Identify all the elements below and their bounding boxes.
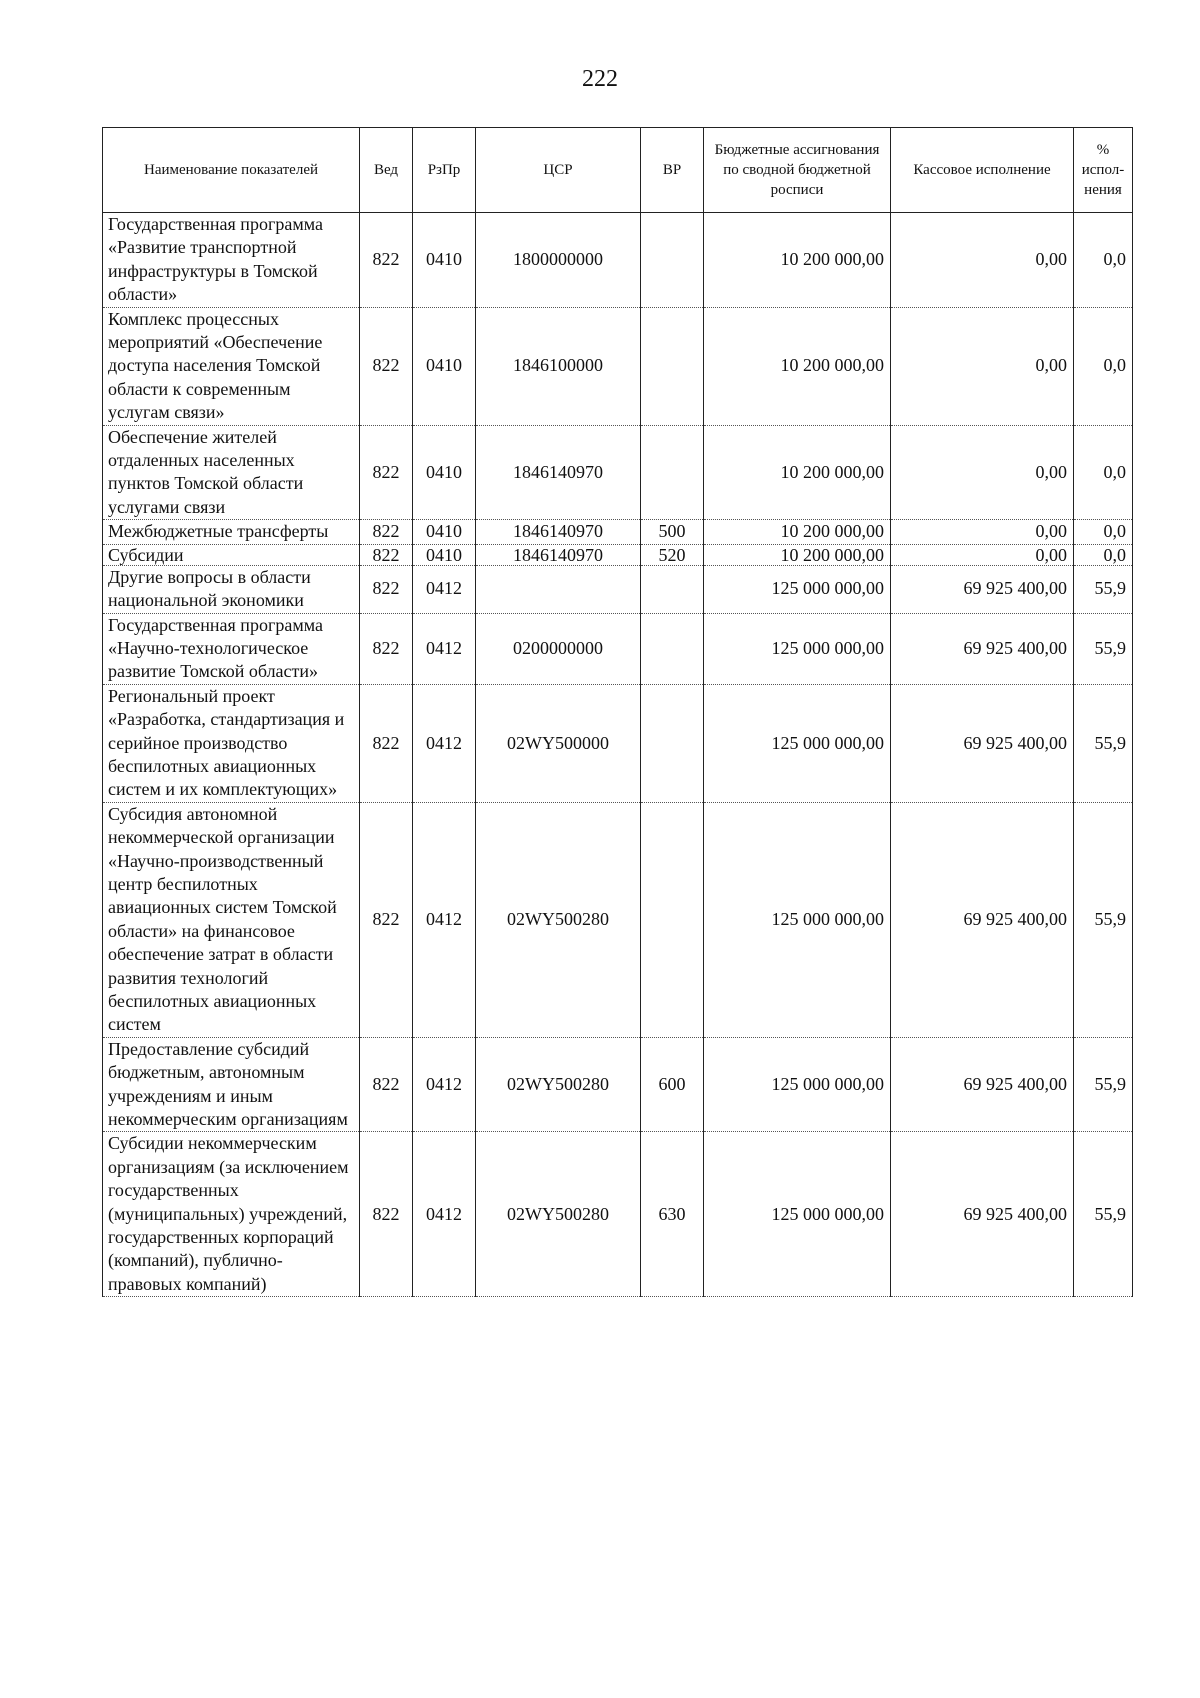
row-vr bbox=[641, 684, 704, 802]
row-cash: 69 925 400,00 bbox=[891, 613, 1074, 684]
row-name: Другие вопросы в области национальной экономики bbox=[103, 565, 360, 613]
row-csr: 02WY500280 bbox=[476, 1132, 641, 1297]
row-rzpr: 0412 bbox=[413, 684, 476, 802]
table-row bbox=[103, 544, 1133, 565]
row-ved: 822 bbox=[360, 684, 413, 802]
row-vr bbox=[641, 425, 704, 520]
row-cash: 0,00 bbox=[891, 425, 1074, 520]
row-csr: 02WY500280 bbox=[476, 802, 641, 1037]
row-percent: 0,0 bbox=[1074, 544, 1133, 565]
row-cash: 0,00 bbox=[891, 544, 1074, 565]
row-name: Региональный проект «Разработка, стандартизация и серийное производство беспилотных авиационных систем и их комплектующих» bbox=[103, 684, 360, 802]
row-rzpr: 0412 bbox=[413, 1132, 476, 1297]
row-vr: 600 bbox=[641, 1037, 704, 1132]
row-percent: 55,9 bbox=[1074, 1037, 1133, 1132]
header-rzpr: РзПр bbox=[413, 128, 476, 213]
row-csr: 02WY500280 bbox=[476, 1037, 641, 1132]
table-row bbox=[103, 213, 1133, 308]
row-ved: 822 bbox=[360, 213, 413, 308]
table-row bbox=[103, 1037, 1133, 1132]
row-csr: 0200000000 bbox=[476, 613, 641, 684]
row-budget: 10 200 000,00 bbox=[704, 520, 891, 544]
row-rzpr: 0410 bbox=[413, 520, 476, 544]
header-budget: Бюджетные ассигнования по сводной бюджетной росписи bbox=[704, 128, 891, 213]
row-name: Субсидии bbox=[103, 544, 360, 565]
row-ved: 822 bbox=[360, 613, 413, 684]
row-cash: 0,00 bbox=[891, 307, 1074, 425]
row-ved: 822 bbox=[360, 425, 413, 520]
row-rzpr: 0410 bbox=[413, 425, 476, 520]
row-name: Комплекс процессных мероприятий «Обеспечение доступа населения Томской области к современным услугам связи» bbox=[103, 307, 360, 425]
row-cash: 69 925 400,00 bbox=[891, 565, 1074, 613]
row-vr: 630 bbox=[641, 1132, 704, 1297]
header-row bbox=[103, 128, 1133, 213]
row-vr: 500 bbox=[641, 520, 704, 544]
row-ved: 822 bbox=[360, 307, 413, 425]
row-rzpr: 0412 bbox=[413, 613, 476, 684]
table-row bbox=[103, 802, 1133, 1037]
row-rzpr: 0410 bbox=[413, 213, 476, 308]
row-vr bbox=[641, 613, 704, 684]
header-cash: Кассовое исполнение bbox=[891, 128, 1074, 213]
row-vr: 520 bbox=[641, 544, 704, 565]
row-percent: 55,9 bbox=[1074, 684, 1133, 802]
table-row bbox=[103, 684, 1133, 802]
row-csr: 1800000000 bbox=[476, 213, 641, 308]
row-percent: 0,0 bbox=[1074, 520, 1133, 544]
row-rzpr: 0412 bbox=[413, 1037, 476, 1132]
header-csr: ЦСР bbox=[476, 128, 641, 213]
row-budget: 125 000 000,00 bbox=[704, 1037, 891, 1132]
row-cash: 0,00 bbox=[891, 520, 1074, 544]
header-name: Наименование показателей bbox=[103, 128, 360, 213]
row-name: Субсидии некоммерческим организациям (за исключением государственных (муниципальных) учреждений, государственных корпораций (компаний), публично-правовых компаний) bbox=[103, 1132, 360, 1297]
page-number: 222 bbox=[582, 66, 618, 92]
row-cash: 69 925 400,00 bbox=[891, 684, 1074, 802]
header-percent: % испол-нения bbox=[1074, 128, 1133, 213]
row-percent: 55,9 bbox=[1074, 1132, 1133, 1297]
row-ved: 822 bbox=[360, 1132, 413, 1297]
row-budget: 10 200 000,00 bbox=[704, 425, 891, 520]
row-budget: 125 000 000,00 bbox=[704, 565, 891, 613]
row-percent: 55,9 bbox=[1074, 565, 1133, 613]
row-ved: 822 bbox=[360, 802, 413, 1037]
row-cash: 69 925 400,00 bbox=[891, 1037, 1074, 1132]
table-row bbox=[103, 307, 1133, 425]
row-name: Субсидия автономной некоммерческой организации «Научно-производственный центр беспилотных авиационных систем Томской области» на финансовое обеспечение затрат в области развития технологий беспилотных авиационных систем bbox=[103, 802, 360, 1037]
row-name: Межбюджетные трансферты bbox=[103, 520, 360, 544]
row-cash: 69 925 400,00 bbox=[891, 802, 1074, 1037]
row-rzpr: 0412 bbox=[413, 802, 476, 1037]
row-csr: 1846140970 bbox=[476, 520, 641, 544]
row-budget: 125 000 000,00 bbox=[704, 1132, 891, 1297]
row-budget: 10 200 000,00 bbox=[704, 307, 891, 425]
row-budget: 125 000 000,00 bbox=[704, 613, 891, 684]
row-cash: 0,00 bbox=[891, 213, 1074, 308]
row-budget: 10 200 000,00 bbox=[704, 213, 891, 308]
row-rzpr: 0410 bbox=[413, 544, 476, 565]
row-rzpr: 0410 bbox=[413, 307, 476, 425]
row-budget: 10 200 000,00 bbox=[704, 544, 891, 565]
table-row bbox=[103, 425, 1133, 520]
row-name: Государственная программа «Научно-технологическое развитие Томской области» bbox=[103, 613, 360, 684]
header-vr: ВР bbox=[641, 128, 704, 213]
row-vr bbox=[641, 213, 704, 308]
table-row bbox=[103, 565, 1133, 613]
table-row bbox=[103, 613, 1133, 684]
row-csr: 1846100000 bbox=[476, 307, 641, 425]
row-csr: 1846140970 bbox=[476, 425, 641, 520]
table-row bbox=[103, 1132, 1133, 1297]
row-rzpr: 0412 bbox=[413, 565, 476, 613]
header-ved: Вед bbox=[360, 128, 413, 213]
row-name: Государственная программа «Развитие транспортной инфраструктуры в Томской области» bbox=[103, 213, 360, 308]
row-percent: 0,0 bbox=[1074, 425, 1133, 520]
row-vr bbox=[641, 307, 704, 425]
row-csr: 1846140970 bbox=[476, 544, 641, 565]
row-percent: 55,9 bbox=[1074, 613, 1133, 684]
row-name: Обеспечение жителей отдаленных населенных пунктов Томской области услугами связи bbox=[103, 425, 360, 520]
row-percent: 0,0 bbox=[1074, 213, 1133, 308]
row-budget: 125 000 000,00 bbox=[704, 684, 891, 802]
row-ved: 822 bbox=[360, 544, 413, 565]
row-vr bbox=[641, 802, 704, 1037]
row-percent: 55,9 bbox=[1074, 802, 1133, 1037]
row-percent: 0,0 bbox=[1074, 307, 1133, 425]
row-csr bbox=[476, 565, 641, 613]
row-csr: 02WY500000 bbox=[476, 684, 641, 802]
table-row bbox=[103, 520, 1133, 544]
row-cash: 69 925 400,00 bbox=[891, 1132, 1074, 1297]
row-ved: 822 bbox=[360, 520, 413, 544]
row-vr bbox=[641, 565, 704, 613]
row-ved: 822 bbox=[360, 565, 413, 613]
row-ved: 822 bbox=[360, 1037, 413, 1132]
row-name: Предоставление субсидий бюджетным, автономным учреждениям и иным некоммерческим организациям bbox=[103, 1037, 360, 1132]
row-budget: 125 000 000,00 bbox=[704, 802, 891, 1037]
budget-execution-table bbox=[102, 127, 1133, 1297]
